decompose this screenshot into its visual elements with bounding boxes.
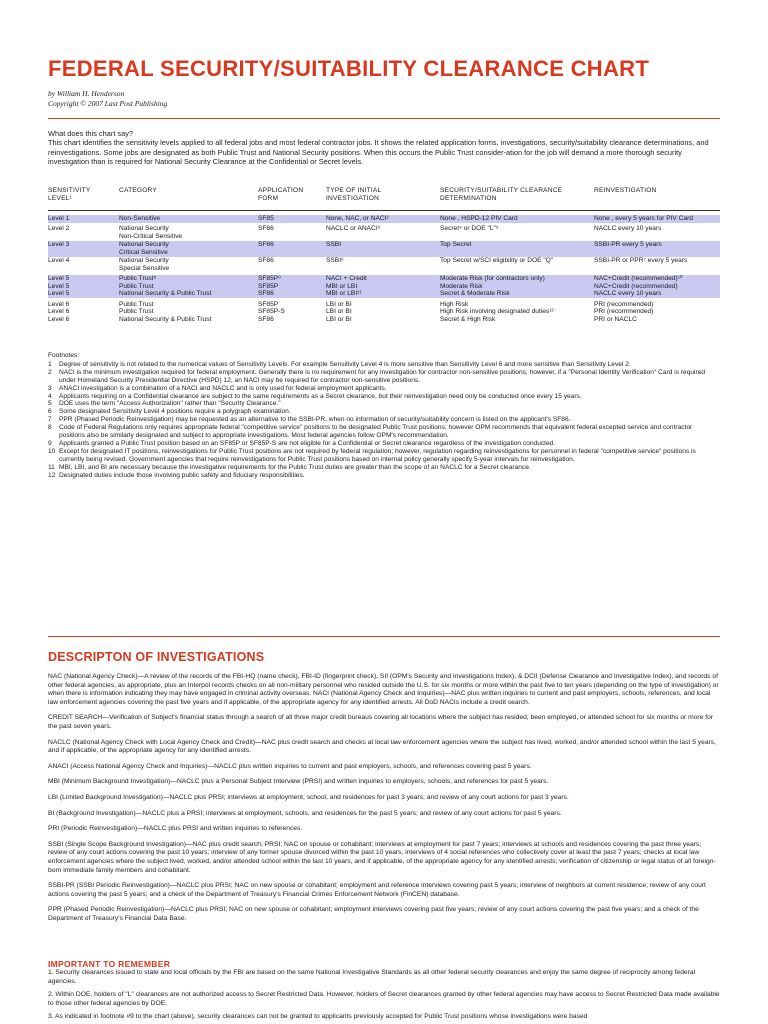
footnote-number: 5 (48, 400, 52, 408)
footnote-number: 10 (48, 447, 56, 455)
cell-reinvestigation: PRI or NACLC (594, 315, 637, 323)
cell-reinvestigation: NACLC every 10 years (594, 290, 662, 298)
chart-row (48, 257, 720, 273)
investigation-description: CREDIT SEARCH—Verification of Subject's financial status through a search of all three major credit bureaus covering all locations where the subject has resided, been employed, or attended school for six months or more for the past seven years. (48, 714, 714, 730)
cell-investigation: NACLC or ANACI³ (326, 225, 380, 233)
footnote (48, 361, 720, 369)
footnote-text: Applicants requiring on a Confidential clearance are subject to the same requirements as a Secret clearance, but their reinvestigation need only be conducted once every 15 years. (59, 392, 582, 400)
cell-level: Level 3 (48, 240, 70, 248)
cell-investigation: MBI or LBI (326, 282, 358, 290)
footnote-text: ANACI investigation is a combination of a NACI and NACLC and is only used for federal employment applicants. (59, 384, 387, 392)
cell-level: Level 2 (48, 225, 70, 233)
cell-form: SF86 (258, 240, 274, 248)
chart-row (48, 308, 720, 316)
footnote (48, 393, 720, 401)
cell-investigation: MBI or LBI¹¹ (326, 290, 362, 298)
footnote-text: Designated duties include those involving public safety and fiduciary responsibilities. (59, 471, 305, 479)
cell-category: Public Trust⁸ (119, 275, 157, 283)
footnote-text: DOE uses the term "Access Authorization" rather than "Security Clearance." (59, 400, 281, 408)
header-category: CATEGORY (119, 187, 157, 194)
footnote-text: PPR (Phased Periodic Reinvestigation) may be requested as an alternative to the SSBI-PR, when no information of security/suitability concern is listed on the applicant's SF86. (59, 416, 571, 424)
investigation-description: SSBI-PR (SSBI Periodic Reinvestigation)—NACLC plus PRSI; NAC on new spouse or cohabitant; employment and reference interviews covering past 5 years; interview of neighbors at current residence; review of any court actions covering the past 5 years; and a check of the Department of Treasury's Financial Crimes Enforcement Network (FinCEN) database. (48, 882, 706, 898)
investigation-description: BI (Background Investigation)—NACLC plus a PRSI; interviews at employment, schools, and residences for the past 5 years; and review of any court actions for past 5 years. (48, 809, 562, 817)
cell-form: SF86 (258, 256, 274, 264)
cell-category: Public Trust (119, 300, 154, 308)
cell-form: SF85P (258, 300, 279, 308)
cell-reinvestigation: SSBI-PR every 5 years (594, 240, 662, 248)
chart-row (48, 215, 720, 223)
cell-category: National Security (119, 240, 169, 248)
section-divider (48, 636, 720, 637)
cell-category: National Security & Public Trust (119, 290, 212, 298)
cell-form: SF86 (258, 315, 274, 323)
byline (48, 89, 167, 108)
cell-investigation: LBI or BI (326, 308, 352, 316)
cell-level: Level 6 (48, 308, 70, 316)
footnote (48, 416, 720, 424)
cell-determination: Secret & High Risk (440, 315, 496, 323)
cell-level: Level 5 (48, 275, 70, 283)
footnote-text: MBI, LBI, and BI are necessary because the investigative requirements for the Public Trust duties are greater than the scope of an NACLC for a Secret clearance. (59, 463, 531, 471)
cell-investigation: NACI + Credit (326, 275, 367, 283)
cell-determination: High Risk involving designated duties¹² (440, 308, 554, 316)
cell-determination: Moderate Risk (440, 282, 483, 290)
investigation-description: SSBI (Single Scope Background Investigation)—NAC plus credit search; PRSI; NAC on spouse or cohabitant; interviews at employment for past 7 years; interviews at schools and residences covering the past three years; review of any court actions covering the past 10 years; interview of any former spouse divorced within the past 10 years, interviews of 4 social references who collectively cover at least the past 7 years; checks at local law enforcement agencies where the subject lived, worked, and/or attended school within the last 10 years, and if applicable, of the appropriate agency for any identified arrests; verification of citizenship or legal status of all foreign-born immediate family members and cohabitant. (48, 840, 716, 874)
header-application-form: APPLICATION FORM (258, 187, 304, 202)
footnote-number: 2 (48, 368, 52, 376)
header-reinvestigation: REINVESTIGATION (594, 187, 657, 194)
cell-determination: None , HSPD-12 PIV Card (440, 215, 518, 222)
header-clearance-determination: SECURITY/SUITABILITY CLEARANCE DETERMINATION (440, 187, 563, 202)
chart-header-row (48, 187, 720, 211)
footnote (48, 400, 720, 408)
investigation-description: LBI (Limited Background Investigation)—NACLC plus PRSI; interviews at employment, school, and residences for past 3 years; and review of any court actions for past 3 years. (48, 793, 569, 801)
footnote (48, 448, 720, 464)
footnote-number: 3 (48, 384, 52, 392)
footnote-text: Code of Federal Regulations only requires appropriate federal "competitive service" positions to be designated Public Trust positions; however OPM recommends that equivalent federal excepted service and contractor positions also be similarly designated and subject to appropriate investigations. Most federal agencies follow OPM's recommendation. (59, 424, 693, 440)
important-item: 1. Security clearances issued to state and local officials by the FBI are based on the same National Investigative Standards as all other federal security clearances and enjoy the same degree of reciprocity among federal agencies. (48, 969, 696, 985)
copyright-line: Copyright © 2007 Last Post Publishing (48, 98, 168, 108)
chart-row (48, 225, 720, 241)
cell-reinvestigation: NAC+Credit (recommended)¹⁰ (594, 275, 683, 283)
intro-section (48, 129, 720, 166)
author-line: by William H. Henderson (48, 89, 125, 98)
cell-investigation: SSBI (326, 240, 342, 248)
footnote-text: Applicants granted a Public Trust position based on an SF85P or SF85P-S are not eligible for a Confidential or Secret clearance regardless of the investigation conducted. (59, 439, 556, 447)
header-sensitivity-level: SENSITIVITY LEVEL¹ (48, 187, 91, 202)
footnote (48, 472, 720, 480)
cell-reinvestigation: NACLC every 10 years (594, 225, 662, 233)
footnote-number: 4 (48, 392, 52, 400)
cell-form: SF85P-S (258, 308, 285, 316)
footnote-number: 12 (48, 471, 56, 479)
footnote-text: NACI is the minimum investigation required for federal employment. Generally there is no requirement for any investigation for contractor non-sensitive positions; however, if a "Personal Identity Verification" Card is required under Homeland Security Presidential Directive (HSPD) 12, an NACI may be required for contractor non-sensitive positions. (59, 368, 706, 384)
cell-investigation: LBI or BI (326, 315, 352, 323)
footnote-text: Some designated Sensitivity Level 4 positions require a polygraph examination. (59, 408, 291, 416)
footnote-text: Except for designated IT positions, reinvestigations for Public Trust positions are not required by federal regulation; however, regulation regarding reinvestigations for personnel in federal "competitive service" positions is currently being revised. Government agencies that require reinvestigations for Public Trust positions based on internal policy generally specify 5-year intervals for reinvestigation. (59, 447, 696, 463)
investigation-description: NACLC (National Agency Check with Local Agency Check and Credit)—NAC plus credit search and checks at local law enforcement agencies where the subject has lived, worked, and/or attended school within the last 5 years, and if applicable, of the appropriate agency for any identified arrests. (48, 738, 716, 755)
cell-determination: Secret & Moderate Risk (440, 290, 510, 298)
cell-determination: High Risk (440, 300, 469, 308)
footnote (48, 440, 720, 448)
cell-reinvestigation: NAC+Credit (recommended) (594, 282, 678, 290)
investigations-heading: DESCRIPTON OF INVESTIGATIONS (48, 650, 265, 664)
cell-determination: Top Secret w/SCI eligibility or DOE "Q" (440, 256, 554, 264)
cell-reinvestigation: PRI (recommended) (594, 308, 654, 316)
cell-category: Non-Sensitive (119, 215, 161, 222)
investigation-description: ANACI (Access National Agency Check and Inquiries)—NACLC plus written inquiries to current and past employers, schools, and references covering past 5 years. (48, 762, 532, 770)
footnote (48, 385, 720, 393)
intro-question: What does this chart say? (48, 129, 134, 138)
footnote-number: 6 (48, 408, 52, 416)
investigation-description: PRI (Periodic Reinvestigation)—NACLC plus PRSI and written inquiries to references. (48, 825, 303, 833)
cell-reinvestigation: None , every 5 years for PIV Card (594, 215, 693, 222)
cell-category: National Security (119, 225, 169, 233)
important-item: 2. Within DOE, holders of "L" clearances are not authorized access to Secret Restricted Data. However, holders of Secret clearances granted by other federal agencies may have access to Secret Restricted Data made available to those other federal agencies by DOE. (48, 991, 720, 1007)
chart-row (48, 275, 720, 283)
cell-level: Level 6 (48, 300, 70, 308)
important-heading: IMPORTANT TO REMEMBER (48, 959, 171, 969)
footnotes-heading: Footnotes: (48, 352, 80, 359)
footnote-number: 7 (48, 416, 52, 424)
cell-category: Public Trust (119, 308, 154, 316)
cell-reinvestigation: SSBI-PR or PPR⁷ every 5 years (594, 256, 688, 264)
cell-level: Level 1 (48, 215, 70, 222)
chart-row (48, 316, 720, 324)
cell-investigation: SSBI⁶ (326, 256, 344, 264)
cell-category-sub: Non-Critical Sensitive (119, 232, 183, 240)
chart-body (48, 211, 720, 323)
cell-form: SF85P (258, 282, 279, 290)
cell-level: Level 5 (48, 290, 70, 298)
cell-determination: Moderate Risk (for contractors only) (440, 275, 545, 283)
cell-category: National Security & Public Trust (119, 315, 212, 323)
cell-category: National Security (119, 256, 169, 264)
investigation-description: MBI (Minimum Background Investigation)—NACLC plus a Personal Subject Interview (PRSI) and written inquiries to employers, schools, and references for past 5 years. (48, 778, 549, 786)
footnote-number: 1 (48, 360, 52, 368)
footnote-number: 11 (48, 463, 55, 471)
chart-row (48, 241, 720, 257)
investigation-description: PPR (Phased Periodic Reinvestigation)—NACLC plus PRSI; NAC on new spouse or cohabitant; employment interviews covering past five years; review of any court actions covering the past five years; and a check of the Department of Treasury's Financial Data Base. (48, 906, 699, 922)
cell-level: Level 5 (48, 282, 70, 290)
clearance-chart (48, 187, 720, 323)
intro-text: This chart identifies the sensitivity levels applied to all federal jobs and most federal contractor jobs. It shows the related application forms, investigations, security/suitability clearance determinations, and reinvestigations. Some jobs are designated as both Public Trust and National Security positions. When this occurs the Public Trust consider-ation for the job will demand a more thorough security investigation than is required for National Security Clearance at the Confidential or Secret levels. (48, 138, 709, 166)
footnote (48, 408, 720, 416)
cell-level: Level 4 (48, 256, 70, 264)
cell-determination: Secret⁴ or DOE "L"⁵ (440, 225, 499, 233)
cell-form: SF86 (258, 225, 274, 233)
page-title: FEDERAL SECURITY/SUITABILITY CLEARANCE CHART (48, 56, 650, 81)
footnotes-list (48, 361, 720, 480)
investigations-list (48, 673, 720, 930)
investigation-description: NAC (National Agency Check)—A review of the records of the FBI-HQ (name check), FBI-ID (fingerprint check), SII (OPM's Security and Investigations Index), & DCII (Defense Clearance and Investigative Index), and records of other federal agencies, as appropriate, plus an Interpol records checks on all non-military personnel who resided outside the U.S. for six months or more within the past five to ten years (depending on the type of investigation) or when there is information indicating they may have engaged in criminal activity overseas. NACI (National Agency Check and Inquiries)—NAC plus written inquiries to current and past employers, schools, references, and local law enforcement agencies covering the past five years and if applicable, of the appropriate agency for any identified arrests. All DoD NACIs include a credit search. (48, 673, 719, 706)
cell-form: SF85P⁹ (258, 275, 281, 283)
cell-form: SF85 (258, 215, 274, 222)
header-initial-investigation: TYPE OF INITIAL INVESTIGATION (326, 187, 382, 202)
chart-row (48, 290, 720, 298)
cell-category-sub: Critical Sensitive (119, 248, 168, 256)
chart-row (48, 301, 720, 309)
footnote-number: 8 (48, 424, 52, 432)
cell-category: Public Trust (119, 282, 154, 290)
footnote (48, 369, 720, 385)
footnote (48, 424, 720, 440)
footnote-text: Degree of sensitivity is not related to the numerical values of Sensitivity Levels. For example Sensitivity Level 4 is more sensitive than Sensitivity Level 6 and more sensitive than Sensitivity Level 2. (59, 360, 631, 368)
footnote-number: 9 (48, 439, 52, 447)
cell-investigation: None, NAC, or NACI² (326, 215, 389, 222)
footnotes-section (48, 352, 720, 480)
footnote (48, 464, 720, 472)
cell-investigation: LBI or BI (326, 300, 352, 308)
important-list (48, 969, 720, 1024)
title-divider (48, 118, 720, 119)
cell-level: Level 6 (48, 315, 70, 323)
important-item: 3. As indicated in footnote #9 to the chart (above), security clearances can not be granted to applicants previously accepted for Public Trust positions whose investigations were based (48, 1013, 588, 1021)
cell-form: SF86 (258, 290, 274, 298)
cell-reinvestigation: PRI (recommended) (594, 300, 654, 308)
chart-row (48, 283, 720, 291)
cell-determination: Top Secret (440, 240, 472, 248)
cell-category-sub: Special Sensitive (119, 264, 170, 272)
